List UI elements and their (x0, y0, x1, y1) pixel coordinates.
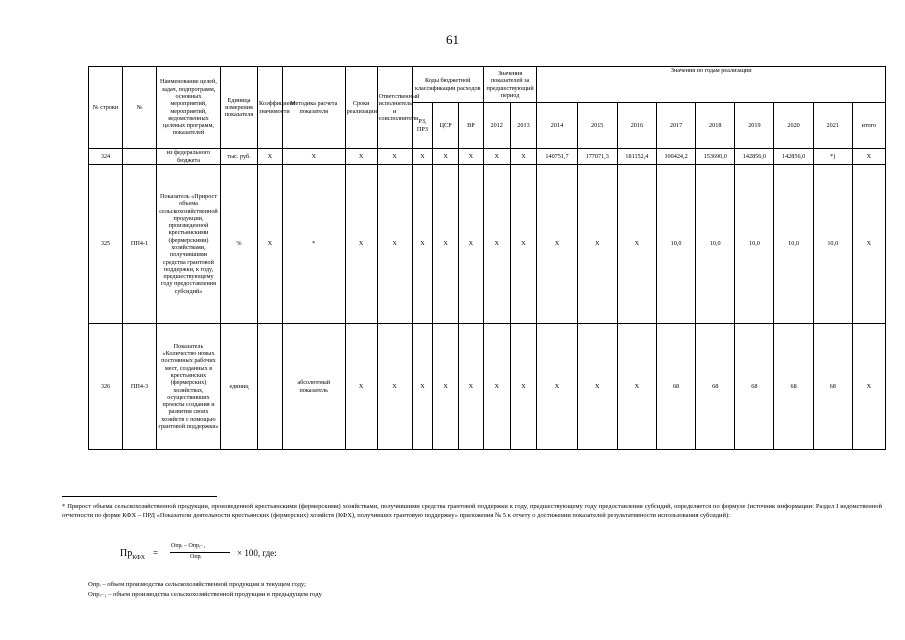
definition-previous-year: Опрᵢ₋₁ – объем производства сельскохозяйственной продукции в предыдущем году (88, 590, 322, 598)
header-prev-values: Значения показателей за предшествующий период (483, 67, 537, 103)
cell-y2015: Х (577, 324, 617, 450)
cell-y2012: Х (483, 165, 510, 324)
cell-csr: Х (433, 149, 459, 165)
formula-equals: = (153, 548, 159, 558)
cell-num (123, 149, 157, 165)
cell-method: абсолютный показатель (282, 324, 345, 450)
formula (120, 542, 320, 568)
header-unit: Единица измерения показателя (220, 67, 257, 149)
footnote-text: * Прирост объема сельскохозяйственной продукции, произведенной крестьянскими (фермерскими) хозяйствами, получившими средства грантовой поддержки к году, предшествующему году предоставления субсидий, определяется по формуле (источник информации: Раздел I ведомственной отчетности по форме КФХ – ПРД «Показатели деятельности крестьянских (фермерских) хозяйств (КФХ), получивших грантовую поддержку» приложения № 5 к отчету о достижении показателей результативности использования субсидий): (62, 503, 882, 519)
header-row-no: № строки (89, 67, 123, 149)
cell-num: ПП4-1 (123, 165, 157, 324)
formula-lhs-symbol: Пр (120, 548, 133, 559)
cell-y2021: *) (813, 149, 852, 165)
cell-rz: Х (412, 324, 433, 450)
indicators-table (88, 66, 886, 450)
cell-unit: тыс. руб. (220, 149, 257, 165)
cell-y2017: 100424,2 (656, 149, 695, 165)
cell-y2018: 153690,0 (696, 149, 735, 165)
cell-y2019: 68 (735, 324, 774, 450)
cell-executor: Х (377, 165, 412, 324)
cell-y2014: Х (537, 324, 577, 450)
header-num: № (123, 67, 157, 149)
header-y2020: 2020 (774, 103, 813, 149)
page-number: 61 (446, 32, 459, 47)
cell-coef: Х (258, 149, 283, 165)
header-y2018: 2018 (696, 103, 735, 149)
cell-y2020: 142856,0 (774, 149, 813, 165)
cell-csr: Х (433, 324, 459, 450)
cell-row-no: 326 (89, 324, 123, 450)
cell-total: Х (852, 149, 885, 165)
header-name: Наименование целей, задач, подпрограмм, основных мероприятий, мероприятий, ведомственных целевых программ, показателей (157, 67, 221, 149)
header-y2017: 2017 (656, 103, 695, 149)
table-row (89, 149, 886, 165)
cell-row-no: 324 (89, 149, 123, 165)
cell-y2016: Х (617, 165, 656, 324)
cell-y2019: 142856,0 (735, 149, 774, 165)
formula-numerator: Опрᵢ – Опрᵢ₋₁ (171, 543, 206, 549)
cell-y2020: 10,0 (774, 165, 813, 324)
header-terms: Сроки реализации (345, 67, 377, 149)
cell-row-no: 325 (89, 165, 123, 324)
header-budget-codes: Коды бюджетной классификации расходов (412, 67, 483, 103)
table-row (89, 324, 886, 450)
cell-y2013: Х (510, 149, 537, 165)
header-csr: ЦСР (433, 103, 459, 149)
formula-definitions (88, 580, 322, 599)
formula-denominator: Опрᵢ (190, 554, 202, 560)
cell-y2013: Х (510, 165, 537, 324)
cell-y2019: 10,0 (735, 165, 774, 324)
cell-y2017: 68 (656, 324, 695, 450)
header-y2013: 2013 (510, 103, 537, 149)
cell-y2018: 10,0 (696, 165, 735, 324)
cell-y2012: Х (483, 149, 510, 165)
header-total: итого (852, 103, 885, 149)
cell-csr: Х (433, 165, 459, 324)
cell-y2020: 68 (774, 324, 813, 450)
definition-current-year: Опрᵢ – объем производства сельскохозяйственной продукции в текущем году; (88, 581, 306, 588)
cell-y2021: 10,0 (813, 165, 852, 324)
formula-tail: × 100, где: (237, 548, 277, 558)
cell-y2012: Х (483, 324, 510, 450)
cell-total: Х (852, 324, 885, 450)
cell-y2014: Х (537, 165, 577, 324)
cell-terms: Х (345, 149, 377, 165)
cell-method: Х (282, 149, 345, 165)
cell-total: Х (852, 165, 885, 324)
cell-rz: Х (412, 149, 433, 165)
cell-coef: Х (258, 165, 283, 324)
header-y2016: 2016 (617, 103, 656, 149)
cell-name: Показатель «Прирост объема сельскохозяйственной продукции, произведенной крестьянскими (фермерскими) хозяйствами, получившими средства грантовой поддержки, к году, предшествующему году предоставления субсидий» (157, 165, 221, 324)
formula-fraction-bar (170, 552, 230, 553)
cell-y2016: Х (617, 324, 656, 450)
cell-num: ПП4-3 (123, 324, 157, 450)
header-y2012: 2012 (483, 103, 510, 149)
table-row (89, 165, 886, 324)
cell-terms: Х (345, 165, 377, 324)
cell-y2018: 68 (696, 324, 735, 450)
header-y2014: 2014 (537, 103, 577, 149)
header-years-values: Значения по годам реализации (537, 67, 886, 103)
cell-rz: Х (412, 165, 433, 324)
cell-y2021: 68 (813, 324, 852, 450)
cell-name: из федерального бюджета (157, 149, 221, 165)
header-y2019: 2019 (735, 103, 774, 149)
header-rz: РЗ, ПРЗ (412, 103, 433, 149)
cell-executor: Х (377, 149, 412, 165)
cell-y2015: Х (577, 165, 617, 324)
footnote-divider (62, 496, 217, 497)
cell-executor: Х (377, 324, 412, 450)
header-y2021: 2021 (813, 103, 852, 149)
cell-unit: % (220, 165, 257, 324)
cell-y2014: 140751,7 (537, 149, 577, 165)
cell-y2013: Х (510, 324, 537, 450)
formula-lhs-subscript: КФХ (132, 555, 146, 561)
header-y2015: 2015 (577, 103, 617, 149)
cell-y2017: 10,0 (656, 165, 695, 324)
cell-vr: Х (459, 324, 484, 450)
cell-y2015: 177071,3 (577, 149, 617, 165)
cell-y2016: 181152,4 (617, 149, 656, 165)
header-vr: ВР (459, 103, 484, 149)
header-method: Методика расчета показателя (282, 67, 345, 149)
cell-unit: единиц (220, 324, 257, 450)
formula-lhs (120, 548, 145, 561)
header-executor: Ответственный исполнитель и соисполнители (377, 67, 412, 149)
header-coef: Коэффициент значимости (258, 67, 283, 149)
cell-method: * (282, 165, 345, 324)
cell-vr: Х (459, 149, 484, 165)
cell-terms: Х (345, 324, 377, 450)
cell-coef (258, 324, 283, 450)
cell-vr: Х (459, 165, 484, 324)
cell-name: Показатель «Количество новых постоянных рабочих мест, созданных в крестьянских (фермерских) хозяйствах, осуществивших проекты создания и развития своих хозяйств с помощью грантовой поддержки» (157, 324, 221, 450)
